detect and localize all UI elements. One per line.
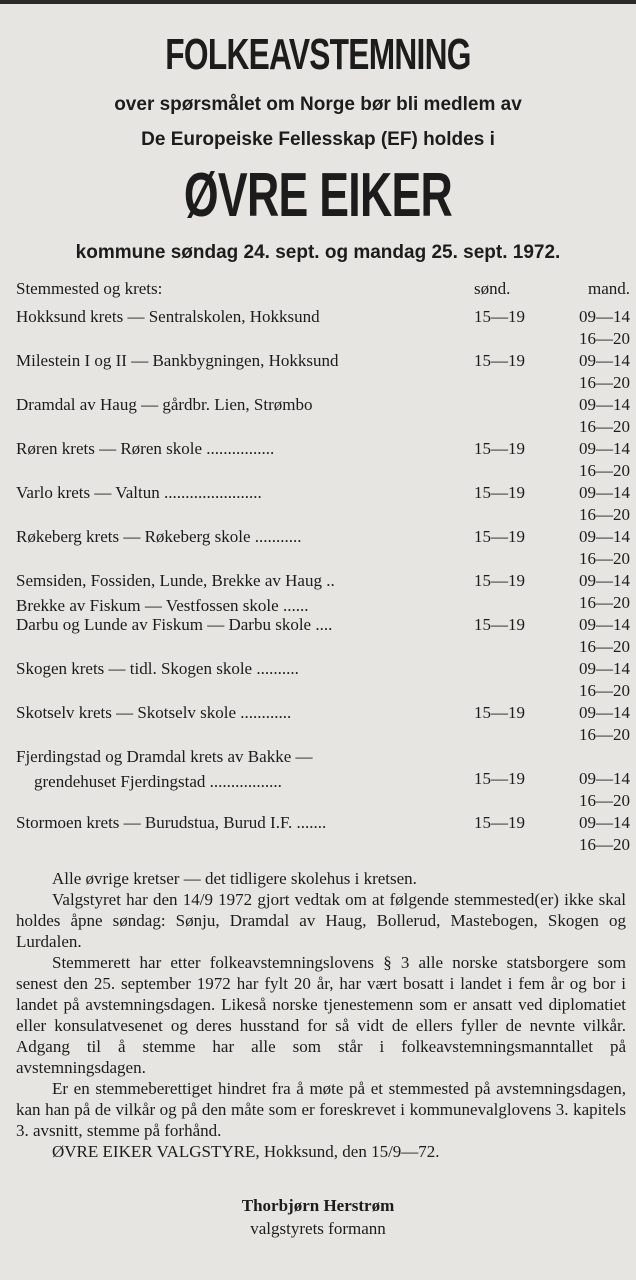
row-mand-1: 09—14 [579,769,630,788]
row-mand-1: 09—14 [579,571,630,590]
table-header [16,278,630,306]
row-sond: 15—19 [474,351,525,370]
signature-title: valgstyrets formann [250,1219,386,1238]
row-mand-2: 16—20 [579,791,630,810]
header-sond: sønd. [474,279,511,298]
municipality-name: ØVRE EIKER [183,161,453,230]
row-sond: 15—19 [474,307,525,326]
row-mand-2: 16—20 [579,637,630,656]
dates-line: kommune søndag 24. sept. og mandag 25. sept. 1972. [75,242,561,263]
row-place: Røren krets — Røren skole ................ [16,439,275,458]
row-place: Skotselv krets — Skotselv skole ............ [16,703,292,722]
row-mand-2: 16—20 [579,725,630,744]
row-mand-1: 09—14 [579,813,630,832]
row-mand [568,614,630,658]
table-row [16,482,630,526]
row-place: Varlo krets — Valtun ....................... [16,483,262,502]
row-mand-2: 16—20 [579,417,630,436]
signature-name: Thorbjørn Herstrøm [241,1196,395,1215]
table-row [16,746,630,812]
row-place: Milestein I og II — Bankbygningen, Hokksund [16,351,339,370]
row-sond: 15—19 [474,769,525,788]
row-sond: 15—19 [474,571,525,590]
row-mand-1: 09—14 [579,351,630,370]
notice-title: FOLKEAVSTEMNING [165,30,471,79]
row-mand-2: 16—20 [579,681,630,700]
table-row [16,658,630,702]
table-row [16,614,630,658]
paragraph-closed-sunday: Valgstyret har den 14/9 1972 gjort vedtak om at følgende stemmested(er) ikke skal holdes åpne søndag: Sønju, Dramdal av Haug, Bollerud, Mastebogen, Skogen og Lurdalen. [16,890,626,951]
top-rule [0,0,636,4]
row-mand-2: 16—20 [579,593,630,612]
row-mand [568,812,630,856]
table-row [16,438,630,482]
row-place-line-2: grendehuset Fjerdingstad ................. [34,772,282,791]
row-mand-2: 16—20 [579,549,630,568]
table-row [16,306,630,350]
row-mand-2: 16—20 [579,461,630,480]
row-mand-1: 09—14 [579,395,630,414]
row-mand-1: 09—14 [579,703,630,722]
row-mand [568,702,630,746]
row-place: Darbu og Lunde av Fiskum — Darbu skole .... [16,615,333,634]
row-mand-1: 09—14 [579,307,630,326]
row-mand [568,526,630,570]
table-row [16,526,630,570]
row-mand-1: 09—14 [579,483,630,502]
paragraph-issuer: ØVRE EIKER VALGSTYRE, Hokksund, den 15/9—72. [52,1142,440,1161]
row-mand [568,768,630,812]
row-place-line-2: Brekke av Fiskum — Vestfossen skole ...... [16,596,309,615]
row-mand-2: 16—20 [579,835,630,854]
polling-table [16,278,630,856]
row-place-line-1: Fjerdingstad og Dramdal krets av Bakke — [16,747,313,766]
row-place: Hokksund krets — Sentralskolen, Hokksund [16,307,320,326]
row-place: Røkeberg krets — Røkeberg skole ........... [16,527,302,546]
row-mand [568,570,630,614]
row-mand [568,482,630,526]
row-sond: 15—19 [474,527,525,546]
row-sond: 15—19 [474,813,525,832]
table-row [16,394,630,438]
subtitle-line-1: over spørsmålet om Norge bør bli medlem av [114,94,522,115]
row-place [16,746,313,793]
paragraph-voting-right: Stemmerett har etter folkeavstemningslovens § 3 alle norske statsborgere som senest den 25. september 1972 har fylt 20 år, har vært bosatt i landet i fem år og bor i landet på avstemningsdagen. Likeså norske tjenestemenn som er ansatt ved diplomatiet eller konsulatvesenet og deres husstand for så vidt de ellers fyller de nevnte vilkår. Adgang til å stemme har alle som står i folkeavstemningsmanntallet på avstemningsdagen. [16,953,626,1077]
table-row [16,350,630,394]
row-mand-1: 09—14 [579,659,630,678]
row-mand-1: 09—14 [579,527,630,546]
row-place-line-1: Semsiden, Fossiden, Lunde, Brekke av Haug .. [16,571,335,590]
row-mand-2: 16—20 [579,373,630,392]
row-place [16,570,335,617]
header-mand: mand. [587,279,630,298]
row-mand-2: 16—20 [579,329,630,348]
row-mand-1: 09—14 [579,439,630,458]
row-mand-1: 09—14 [579,615,630,634]
row-mand [568,306,630,350]
notice-body [16,868,626,1162]
row-sond: 15—19 [474,703,525,722]
table-row [16,702,630,746]
table-row [16,570,630,614]
row-mand [568,658,630,702]
row-place: Stormoen krets — Burudstua, Burud I.F. ....... [16,813,327,832]
row-mand [568,350,630,394]
row-place: Skogen krets — tidl. Skogen skole .......... [16,659,299,678]
table-row [16,812,630,856]
row-place: Dramdal av Haug — gårdbr. Lien, Strømbo [16,395,313,414]
row-sond: 15—19 [474,483,525,502]
subtitle-line-2: De Europeiske Fellesskap (EF) holdes i [141,129,495,150]
row-sond: 15—19 [474,439,525,458]
row-mand-2: 16—20 [579,505,630,524]
header-place: Stemmested og krets: [16,279,163,298]
row-mand [568,394,630,438]
paragraph-other-districts: Alle øvrige kretser — det tidligere skolehus i kretsen. [52,869,417,888]
row-sond: 15—19 [474,615,525,634]
paragraph-advance-voting: Er en stemmeberettiget hindret fra å møte på et stemmested på avstemningsdagen, kan han på de vilkår og på den måte som er foreskrevet i kommunevalglovens 3. kapitels 3. avsnitt, stemme på forhånd. [16,1079,626,1140]
row-mand [568,438,630,482]
